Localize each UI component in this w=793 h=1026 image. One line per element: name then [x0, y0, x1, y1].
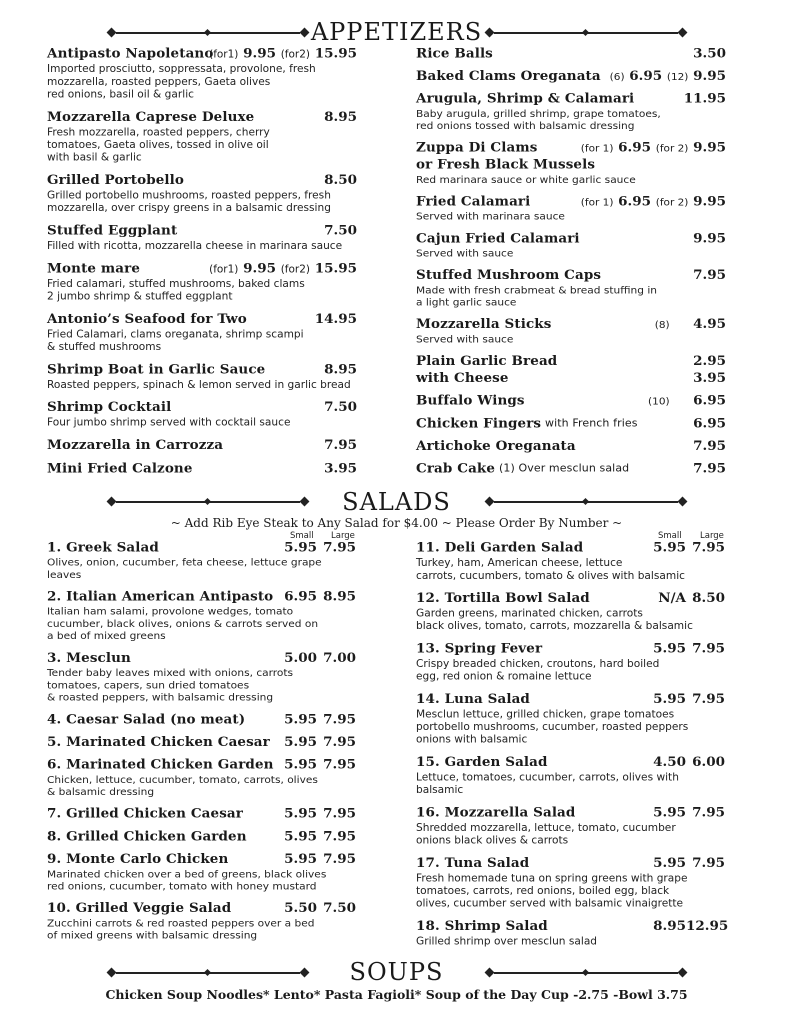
menu-item [47, 461, 357, 478]
item-description: Served with sauce [416, 248, 514, 260]
menu-item-row [47, 400, 357, 417]
menu-item [416, 416, 726, 433]
item-name: Mozzarella Sticks [416, 316, 552, 333]
item-name: Arugula, Shrimp & Calamari [416, 91, 635, 107]
item-description: a light garlic sauce [416, 297, 517, 309]
salad-description: carrots, cucumbers, tomato & olives with balsamic [416, 570, 685, 582]
soups-list: Chicken Soup Noodles* Lento* Pasta Fagioli* Soup of the Day Cup -2.75 -Bowl 3.75 [105, 987, 688, 1002]
item-description: Fried calamari, stuffed mushrooms, baked clams [47, 278, 305, 290]
salad-description: Turkey, ham, American cheese, lettuce [416, 557, 623, 570]
salad-name: 12. Tortilla Bowl Salad [416, 590, 590, 606]
salad-item [416, 590, 728, 633]
small-price: 5.95 [284, 806, 317, 822]
salad-item-row [416, 540, 728, 557]
item-price [324, 400, 357, 416]
ornament-right [486, 497, 686, 507]
menu-item-row [47, 461, 357, 478]
price-value: 8.95 [324, 109, 357, 125]
item-description: Baby arugula, grilled shrimp, grape tomatoes, [416, 108, 661, 120]
menu-item [47, 261, 357, 304]
salad-item [47, 901, 359, 943]
large-label: Large [700, 531, 724, 541]
price-value: 9.95 [243, 46, 276, 62]
salad-item-row [47, 757, 359, 774]
item-description: Red marinara sauce or white garlic sauce [416, 174, 636, 186]
menu-item [47, 437, 357, 454]
salad-description: & roasted peppers, with balsamic dressing [47, 692, 274, 704]
item-description: Fried Calamari, clams oreganata, shrimp scampi [47, 328, 304, 341]
salad-name: 15. Garden Salad [416, 754, 548, 770]
menu-item-row [416, 69, 726, 86]
item-name: Shrimp Boat in Garlic Sauce [47, 361, 266, 378]
salads-left-column [47, 540, 359, 950]
salad-item [416, 805, 728, 848]
large-price: 7.50 [323, 900, 356, 916]
small-price: 5.95 [653, 691, 686, 707]
salad-item [416, 855, 728, 910]
item-name: Antonio’s Seafood for Two [47, 311, 247, 327]
salad-description: Marinated chicken over a bed of greens, black olives [47, 868, 327, 881]
menu-item-row [416, 46, 726, 63]
item-name: Monte mare [47, 260, 141, 277]
menu-item-row [416, 439, 726, 456]
salad-name: 7. Grilled Chicken Caesar [47, 806, 243, 822]
price-value: 7.95 [324, 437, 357, 453]
soups-title: SOUPS [349, 958, 444, 986]
item-price [693, 46, 726, 61]
salad-item-row [47, 852, 359, 869]
menu-item [416, 46, 726, 63]
menu-item [416, 393, 726, 410]
salad-description: Tender baby leaves mixed with onions, carrots [47, 667, 294, 679]
salad-item-row [416, 805, 728, 822]
item-description: mozzarella, roasted peppers, Gaeta olives [47, 76, 271, 88]
price-label: (for1) [209, 263, 239, 276]
item-description: red onions, basil oil & garlic [47, 88, 194, 101]
menu-item-row [416, 231, 726, 248]
item-name: Cajun Fried Calamari [416, 231, 580, 247]
salad-item-row [47, 901, 359, 918]
salad-item [47, 852, 359, 894]
item-description: Made with fresh crabmeat & bread stuffing in [416, 284, 657, 297]
price-value: 7.50 [324, 399, 357, 416]
item-note: (1) Over mesclun salad [499, 462, 630, 475]
item-description: red onions tossed with balsamic dressing [416, 120, 635, 132]
small-price: 6.95 [284, 589, 317, 605]
price-value: 7.95 [693, 438, 726, 454]
price-value: 8.50 [324, 172, 357, 188]
item-description: Fresh mozzarella, roasted peppers, cherry [47, 126, 270, 139]
salad-item-row [47, 651, 359, 668]
price-value: 6.95 [693, 393, 726, 409]
price-value: 6.95 [693, 416, 726, 432]
price-value: 4.95 [693, 316, 726, 333]
menu-item-row [416, 317, 726, 334]
menu-item [416, 268, 726, 310]
large-price: 8.95 [323, 589, 356, 605]
item-description: Filled with ricotta, mozzarella cheese in marinara sauce [47, 240, 343, 252]
salad-item [416, 754, 728, 797]
large-price: 7.95 [692, 855, 725, 871]
menu-item-row [416, 140, 726, 157]
salad-description: Fresh homemade tuna on spring greens with grape [416, 872, 688, 885]
large-price: 7.95 [323, 851, 356, 867]
menu-item [416, 231, 726, 260]
item-price [693, 461, 726, 476]
salad-item [416, 540, 728, 583]
menu-item-row [47, 46, 357, 63]
price-value: 3.50 [693, 46, 726, 62]
item-price [209, 261, 357, 277]
salad-description: Crispy breaded chicken, croutons, hard boiled [416, 658, 660, 670]
item-name: Mini Fried Calzone [47, 460, 193, 477]
salad-item-row [416, 691, 728, 708]
menu-item-row [416, 416, 726, 433]
large-price: 7.95 [323, 757, 356, 773]
item-price [693, 439, 726, 454]
price-label: (8) [654, 319, 670, 332]
item-name: Zuppa Di Clams [416, 140, 538, 156]
price-value: 9.95 [693, 194, 726, 210]
item-price [209, 46, 357, 62]
item-name: Antipasto Napoletano [47, 46, 214, 62]
salad-item-row [47, 540, 359, 557]
item-price: 3.95 [693, 370, 726, 386]
menu-item [416, 69, 726, 86]
price-value: 7.95 [693, 461, 726, 477]
salad-item [47, 829, 359, 846]
price-value: 3.95 [324, 460, 357, 477]
salad-name: 10. Grilled Veggie Salad [47, 900, 232, 916]
menu-item [47, 223, 357, 253]
large-price: 7.95 [692, 540, 725, 556]
appetizers-right-column [416, 46, 726, 484]
item-name: Shrimp Cocktail [47, 399, 172, 416]
salad-item [47, 540, 359, 582]
item-name: Crab Cake [416, 461, 496, 477]
item-name: Artichoke Oreganata [416, 438, 576, 454]
item-description: 2 jumbo shrimp & stuffed eggplant [47, 290, 233, 303]
salad-name: 6. Marinated Chicken Garden [47, 757, 274, 773]
small-price: 5.95 [284, 829, 317, 845]
price-value: 2.95 [693, 353, 726, 369]
salad-name: 16. Mozzarella Salad [416, 804, 576, 821]
salad-description: onions with balsamic [416, 733, 528, 746]
price-value: 9.95 [693, 231, 726, 247]
large-price: 7.95 [692, 804, 725, 821]
salad-description: Italian ham salami, provolone wedges, tomato [47, 606, 294, 618]
item-name: Grilled Portobello [47, 172, 184, 188]
salad-item-row [47, 589, 359, 606]
price-value: 14.95 [314, 311, 357, 327]
price-value: 6.95 [618, 140, 652, 156]
menu-item-row [416, 268, 726, 285]
item-description: mozzarella, over crispy greens in a balsamic dressing [47, 202, 331, 215]
item-price [693, 354, 726, 369]
item-name: Rice Balls [416, 46, 493, 62]
salads-subtitle: ~ Add Rib Eye Steak to Any Salad for $4.00 ~ Please Order By Number ~ [170, 516, 623, 530]
menu-item-row [47, 311, 357, 328]
item-name: Baked Clams Oreganata [416, 68, 601, 84]
item-name: Chicken Fingers [416, 416, 542, 432]
item-description: Four jumbo shrimp served with cocktail sauce [47, 416, 291, 429]
salad-description: & balsamic dressing [47, 786, 155, 798]
ornament-right [486, 968, 686, 978]
menu-item-row [416, 91, 726, 108]
salads-title: SALADS [342, 488, 451, 516]
salad-description: Chicken, lettuce, cucumber, tomato, carrots, olives [47, 774, 318, 786]
price-value: 9.95 [693, 140, 726, 156]
salad-description: tomatoes, carrots, red onions, boiled egg, black [416, 885, 670, 897]
menu-item [47, 362, 357, 392]
menu-item-row [416, 461, 726, 478]
price-value: 6.95 [629, 68, 663, 84]
menu-item-row [416, 194, 726, 211]
salad-item-row [47, 735, 359, 752]
item-description: Grilled portobello mushrooms, roasted peppers, fresh [47, 189, 331, 202]
small-price: 5.95 [284, 540, 317, 556]
price-label: (for 2) [655, 143, 689, 155]
appetizers-title: APPETIZERS [310, 18, 483, 46]
salad-description: red onions, cucumber, tomato with honey mustard [47, 881, 317, 893]
menu-item [47, 400, 357, 430]
item-price [655, 317, 726, 332]
salad-description: balsamic [416, 784, 464, 796]
salad-name: 11. Deli Garden Salad [416, 540, 584, 556]
small-label: Small [658, 531, 682, 541]
item-name: Stuffed Mushroom Caps [416, 267, 602, 283]
salad-name: 2. Italian American Antipasto [47, 589, 274, 605]
price-label: (10) [648, 396, 670, 408]
price-value: 6.95 [618, 194, 652, 210]
large-price: 7.95 [323, 734, 356, 750]
item-price [324, 461, 357, 477]
salad-name: 17. Tuna Salad [416, 855, 530, 871]
menu-item [416, 194, 726, 223]
salad-description: portobello mushrooms, cucumber, roasted peppers [416, 721, 689, 733]
menu-item [47, 46, 357, 101]
menu-item-row [47, 109, 357, 126]
salad-item [47, 806, 359, 823]
item-price [315, 311, 357, 327]
menu-item-row [416, 354, 726, 371]
item-description: Served with marinara sauce [416, 211, 565, 223]
salad-item [47, 589, 359, 643]
item-name: Mozzarella Caprese Deluxe [47, 109, 255, 125]
item-description: & stuffed mushrooms [47, 341, 162, 353]
menu-item-row [47, 261, 357, 278]
large-price: 7.95 [323, 806, 356, 822]
salad-item [47, 651, 359, 705]
salad-name: 14. Luna Salad [416, 691, 530, 707]
price-label: (for 2) [655, 197, 689, 209]
salad-description: tomatoes, capers, sun dried tomatoes [47, 679, 250, 692]
item-price [581, 140, 726, 155]
menu-item-row [47, 362, 357, 379]
salad-description: olives, cucumber served with balsamic vinaigrette [416, 897, 684, 910]
salad-item-row [47, 712, 359, 729]
small-price: 5.95 [653, 540, 686, 556]
salad-description: cucumber, black olives, onions & carrots served on [47, 618, 319, 630]
menu-item [47, 109, 357, 164]
menu-item [47, 172, 357, 215]
small-price: 8.95 [653, 918, 686, 934]
item-description: tomatoes, Gaeta olives, tossed in olive oil [47, 139, 269, 151]
price-label: (for1) [209, 48, 239, 61]
item-price [324, 362, 357, 378]
small-price: 5.95 [653, 804, 686, 821]
large-price: 12.95 [686, 918, 729, 934]
small-price: 5.95 [653, 855, 686, 871]
menu-item [416, 91, 726, 133]
large-price: 7.95 [323, 829, 356, 845]
item-name: Mozzarella in Carrozza [47, 437, 224, 453]
salad-item-row [416, 855, 728, 872]
price-label: (12) [666, 71, 689, 83]
menu-item-row [47, 172, 357, 189]
salads-right-column [416, 540, 728, 956]
item-price [324, 172, 357, 188]
salad-description: a bed of mixed greens [47, 630, 166, 643]
salad-item [416, 918, 728, 948]
salad-item [47, 712, 359, 729]
salad-item [47, 735, 359, 752]
item-price [693, 231, 726, 246]
menu-item-row [47, 223, 357, 240]
item-description: Served with sauce [416, 333, 514, 346]
menu-item-row [416, 393, 726, 410]
ornament-right [486, 28, 686, 38]
large-price: 7.95 [323, 540, 356, 556]
item-description: Roasted peppers, spinach & lemon served in garlic bread [47, 379, 351, 391]
item-name: Plain Garlic Bread [416, 353, 558, 369]
item-note: with French fries [545, 416, 638, 430]
salad-name: 18. Shrimp Salad [416, 918, 548, 934]
item-name: with Cheese [416, 370, 509, 386]
large-price: 8.50 [692, 590, 725, 606]
menu-item [416, 140, 726, 186]
salad-item-row [416, 641, 728, 658]
item-description: with basil & garlic [47, 151, 142, 164]
small-price: 5.95 [653, 640, 686, 657]
small-price: 5.95 [284, 711, 317, 728]
menu-item [47, 311, 357, 354]
appetizers-left-column [47, 46, 357, 484]
salad-item-row [47, 829, 359, 846]
salad-item [416, 641, 728, 684]
salad-item-row [416, 918, 728, 935]
menu-item-row [47, 437, 357, 454]
item-price [324, 437, 357, 453]
salad-description: of mixed greens with balsamic dressing [47, 930, 258, 942]
item-price [610, 69, 726, 84]
large-label: Large [331, 531, 355, 541]
large-price: 7.95 [692, 691, 725, 707]
price-value: 15.95 [314, 46, 357, 62]
price-value: 7.50 [324, 222, 357, 239]
small-price: 5.50 [284, 900, 317, 916]
salad-description: onions black olives & carrots [416, 834, 569, 847]
small-price: 5.00 [284, 650, 317, 666]
price-value: 7.95 [693, 267, 726, 283]
price-label: (for2) [280, 48, 311, 61]
salad-name: 9. Monte Carlo Chicken [47, 851, 229, 867]
salad-name: 5. Marinated Chicken Caesar [47, 734, 270, 750]
small-price: 5.95 [284, 734, 317, 750]
large-price: 6.00 [692, 754, 725, 770]
salad-description: Olives, onion, cucumber, feta cheese, lettuce grape leaves [47, 557, 322, 581]
salad-item [416, 691, 728, 746]
small-price: 5.95 [284, 757, 317, 773]
item-name: or Fresh Black Mussels [416, 157, 596, 173]
salad-description: Mesclun lettuce, grilled chicken, grape tomatoes [416, 708, 675, 721]
salad-description: Zucchini carrots & red roasted peppers over a bed [47, 917, 315, 930]
salad-description: Shredded mozzarella, lettuce, tomato, cucumber [416, 822, 676, 834]
salad-name: 13. Spring Fever [416, 640, 543, 657]
small-label: Small [290, 531, 314, 541]
menu-item [416, 439, 726, 456]
price-value: 15.95 [314, 260, 357, 277]
salad-item-row [47, 806, 359, 823]
small-price: 4.50 [653, 754, 686, 770]
menu-item [416, 354, 726, 388]
small-price: N/A [658, 590, 686, 606]
price-label: (6) [609, 71, 625, 83]
large-price: 7.00 [323, 650, 356, 666]
salad-item [47, 757, 359, 799]
salad-description: egg, red onion & romaine lettuce [416, 670, 592, 683]
price-value: 9.95 [693, 68, 726, 84]
price-label: (for 1) [580, 197, 614, 209]
item-price [324, 109, 357, 125]
salad-name: 8. Grilled Chicken Garden [47, 829, 247, 845]
item-price [648, 393, 726, 408]
salad-item-row [416, 754, 728, 771]
item-name: Fried Calamari [416, 194, 531, 210]
menu-item-row [416, 157, 726, 174]
menu-item [416, 461, 726, 478]
price-value: 11.95 [683, 91, 726, 107]
price-value: 9.95 [243, 260, 276, 277]
salad-name: 3. Mesclun [47, 650, 131, 666]
item-price [693, 416, 726, 431]
small-price: 5.95 [284, 851, 317, 867]
salad-name: 1. Greek Salad [47, 540, 159, 556]
item-price [581, 194, 726, 209]
item-price [684, 91, 726, 106]
item-name: Buffalo Wings [416, 393, 525, 409]
large-price: 7.95 [323, 711, 356, 728]
salad-name: 4. Caesar Salad (no meat) [47, 711, 246, 728]
salad-description: Lettuce, tomatoes, cucumber, carrots, olives with [416, 771, 679, 784]
salad-description: Garden greens, marinated chicken, carrots [416, 607, 643, 620]
large-price: 7.95 [692, 640, 725, 657]
menu-item-row [416, 371, 726, 388]
menu-item [416, 317, 726, 346]
item-price [324, 223, 357, 239]
price-label: (for 1) [580, 143, 614, 155]
item-description: Imported prosciutto, soppressata, provolone, fresh [47, 63, 316, 76]
price-label: (for2) [280, 263, 311, 276]
salad-description: Grilled shrimp over mesclun salad [416, 935, 598, 948]
salad-description: black olives, tomato, carrots, mozzarella & balsamic [416, 620, 693, 633]
item-name: Stuffed Eggplant [47, 222, 178, 239]
price-value: 8.95 [324, 361, 357, 378]
item-price [693, 268, 726, 283]
salad-item-row [416, 590, 728, 607]
